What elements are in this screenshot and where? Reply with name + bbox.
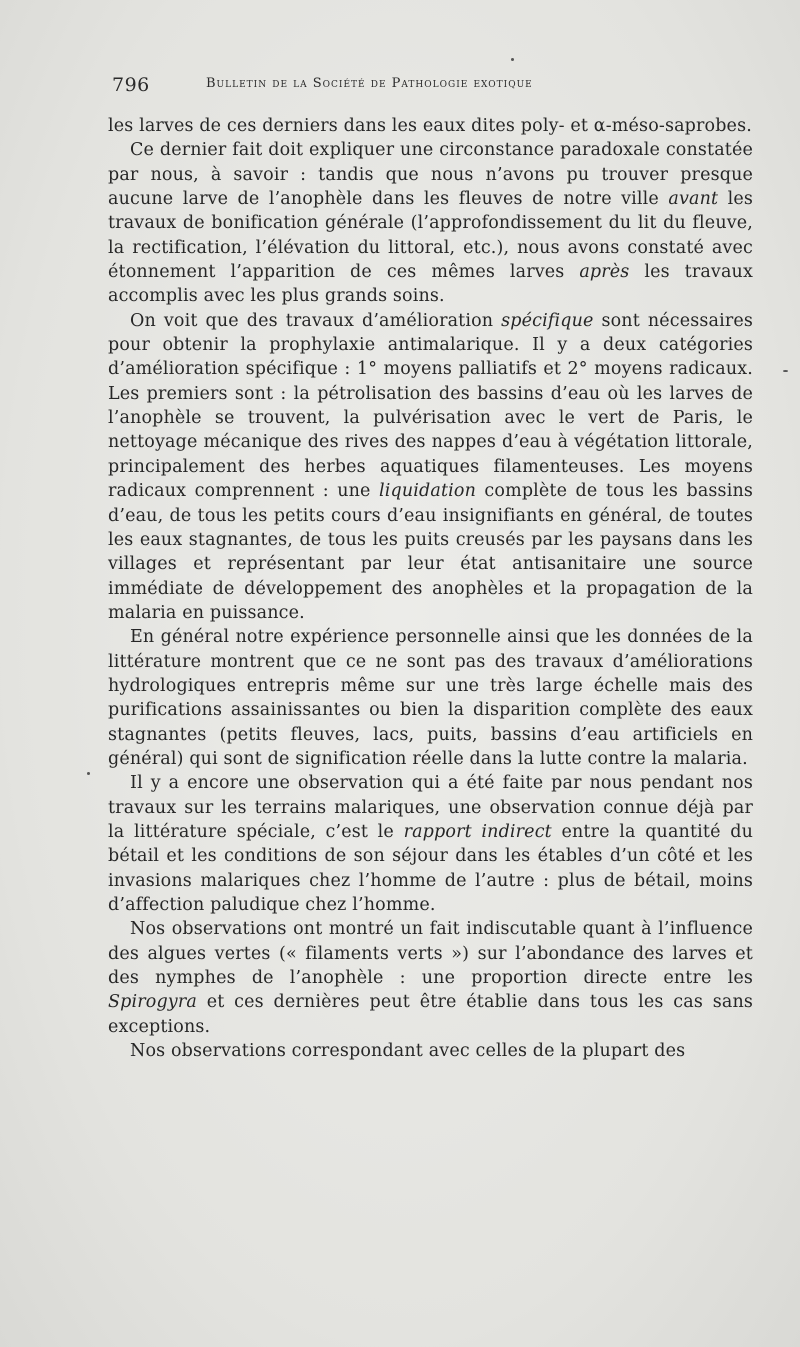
paragraph-text: Ce dernier fait doit expliquer une circonstance paradoxale constatée par nous, à savoir : tandis que nous n’avons pu trouver presque aucune larve de l’anophèle dans les fleuves de notre ville <box>108 140 753 210</box>
paragraph-text: Nos observations ont montré un fait indiscutable quant à l’influence des algues vertes (« filaments verts ») sur l’abondance des larves et des nymphes de l’anophèle : une proportion directe entre les <box>108 919 753 989</box>
paragraph <box>108 138 753 308</box>
italic-text: après <box>579 262 630 283</box>
paragraph-text: sont nécessaires pour obtenir la prophylaxie antimalarique. Il y a deux catégories d’amélioration spécifique : 1° moyens palliatifs et 2° moyens radicaux. Les premiers sont : la pétrolisation des bassins d’eau où les larves de l’anophèle se trouvent, la pulvérisation avec le vert de Paris, le nettoyage mécanique des rives des nappes d’eau à végétation littorale, principalement des herbes aquatiques filamenteuses. Les moyens radicaux comprennent : une <box>108 310 753 502</box>
italic-text: spécifique <box>501 310 594 331</box>
paragraph-text: les travaux accomplis avec les plus grands soins. <box>108 262 753 307</box>
paragraph-text: Il y a encore une observation qui a été faite par nous pendant nos travaux sur les terrains malariques, une observation connue déjà par la littérature spéciale, c’est le <box>108 773 753 842</box>
page-header <box>112 74 752 98</box>
paragraph <box>108 771 753 917</box>
paragraph <box>108 1039 753 1063</box>
paragraph <box>108 917 753 1039</box>
scan-speck <box>87 772 90 775</box>
paragraph-text: les travaux de bonification générale (l’approfondissement du lit du fleuve, la rectification, l’élévation du littoral, etc.), nous avons constaté avec étonnement l’apparition de ces mêmes larves <box>108 189 753 283</box>
article-body <box>108 114 753 1063</box>
paragraph <box>108 625 753 771</box>
italic-text: rapport indirect <box>403 821 552 842</box>
paragraph-text: En général notre expérience personnelle ainsi que les données de la littérature montrent que ce ne sont pas des travaux d’améliorations hydrologiques entrepris même sur une très large échelle mais des purifications assainissantes ou bien la disparition complète des eaux stagnantes (petits fleuves, lacs, puits, bassins d’eau artificiels en général) qui sont de signification réelle dans la lutte contre la malaria. <box>108 627 753 769</box>
italic-text: Spirogyra <box>108 992 197 1013</box>
paragraph-text: Nos observations correspondant avec celles de la plupart des <box>130 1041 686 1062</box>
paragraph-text: les larves de ces derniers dans les eaux dites poly- et α-méso-saprobes. <box>108 116 752 136</box>
paragraph-text: entre la quantité du bétail et les conditions de son séjour dans les étables d’un côté et les invasions malariques chez l’homme de l’autre : plus de bétail, moins d’affection paludique chez l’homme. <box>108 821 753 915</box>
scan-speck <box>511 58 514 61</box>
scan-speck <box>783 370 788 372</box>
paragraph-text: complète de tous les bassins d’eau, de tous les petits cours d’eau insignifiants en général, de toutes les eaux stagnantes, de tous les puits creusés par les paysans dans les villages et représentant par leur état antisanitaire une source immédiate de développement des anophèles et la propagation de la malaria en puissance. <box>108 481 753 623</box>
italic-text: avant <box>668 189 719 210</box>
paragraph-text: On voit que des travaux d’amélioration <box>130 310 502 331</box>
paragraph <box>108 114 753 138</box>
page-number: 796 <box>112 74 150 96</box>
paragraph-text: et ces dernières peut être établie dans tous les cas sans exceptions. <box>108 992 753 1037</box>
running-title: Bulletin de la Société de Pathologie exotique <box>206 76 533 91</box>
paragraph <box>108 309 753 625</box>
italic-text: liquidation <box>379 481 476 502</box>
